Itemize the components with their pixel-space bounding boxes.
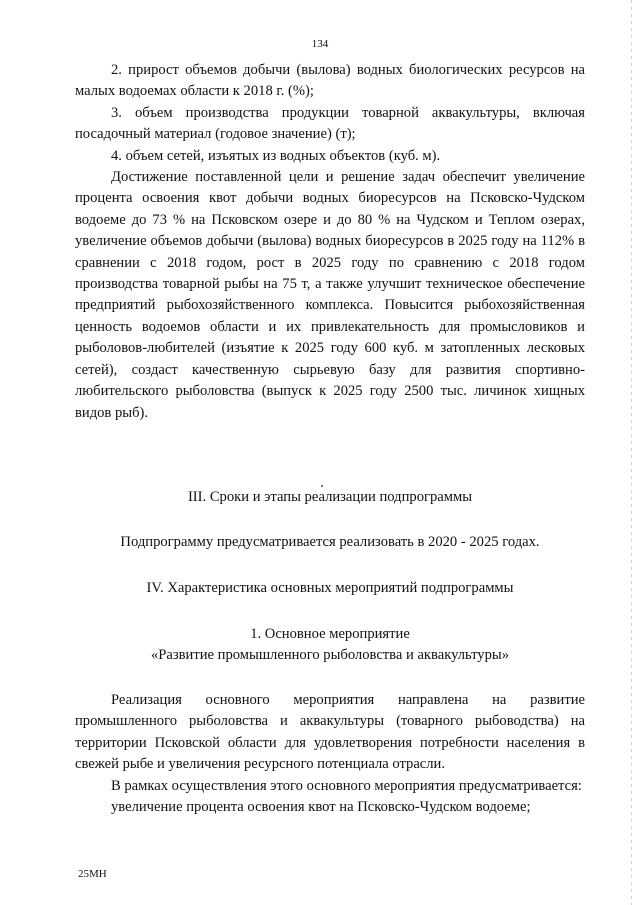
body-text-bottom	[75, 690, 585, 818]
body-text-top	[75, 60, 585, 424]
paragraph-item-2: 2. прирост объемов добычи (вылова) водных биологических ресурсов на малых водоемах области к 2018 г. (%);	[75, 62, 585, 100]
paragraph-quota: увеличение процента освоения квот на Псковско-Чудском водоеме;	[111, 799, 531, 816]
section-heading-4: IV. Характеристика основных мероприятий подпрограммы	[146, 580, 514, 596]
paragraph-item-3: 3. объем производства продукции товарной аквакультуры, включая посадочный материал (годовое значение) (т);	[75, 104, 585, 143]
paragraph-implementation: Реализация основного мероприятия направлена на развитие промышленного рыболовства и аквакультуры (товарного рыбоводства) на территории Псковской области для удовлетворения потребности населения в свежей рыбе и увеличения ресурсного потенциала отрасли.	[75, 692, 585, 773]
footer-code: 25МН	[78, 868, 107, 880]
period-text: Подпрограмму предусматривается реализовать в 2020 - 2025 годах.	[120, 534, 540, 550]
scan-edge-artifact	[631, 0, 632, 905]
event-title	[75, 624, 585, 666]
event-title-line1: 1. Основное мероприятие	[250, 626, 410, 642]
event-title-line2: «Развитие промышленного рыболовства и аквакультуры»	[150, 647, 510, 663]
paragraph-outcomes: Достижение поставленной цели и решение задач обеспечит увеличение процента освоения квот добычи водных биоресурсов на Псковско-Чудском водоеме до 73 % на Псковском озере и до 80 % на Чудском и Теплом озерах, увеличение объемов добычи (вылова) водных биоресурсов в 2025 году на 112% в сравнении с 2018 годом, рост в 2025 году по сравнению с 2018 годом производства товарной рыбы на 75 т, а также улучшит техническое обеспечение предприятий рыбохозяйственного комплекса. Повысится рыбохозяйственная ценность водоемов области и их привлекательность для промысловиков и рыболовов-любителей (изъятие к 2025 году 600 куб. м затопленных лесковых сетей), создаст качественную сырьевую базу для развития спортивно-любительского рыболовства (выпуск к 2025 году 2500 тыс. личинок хищных видов рыб).	[75, 169, 585, 421]
paragraph-framework: В рамках осуществления этого основного мероприятия предусматривается:	[111, 777, 582, 794]
page-number: 134	[311, 38, 329, 50]
section-heading-3: III. Сроки и этапы реализации подпрограммы	[187, 489, 473, 505]
paragraph-item-4: 4. объем сетей, изъятых из водных объектов (куб. м).	[111, 147, 441, 164]
